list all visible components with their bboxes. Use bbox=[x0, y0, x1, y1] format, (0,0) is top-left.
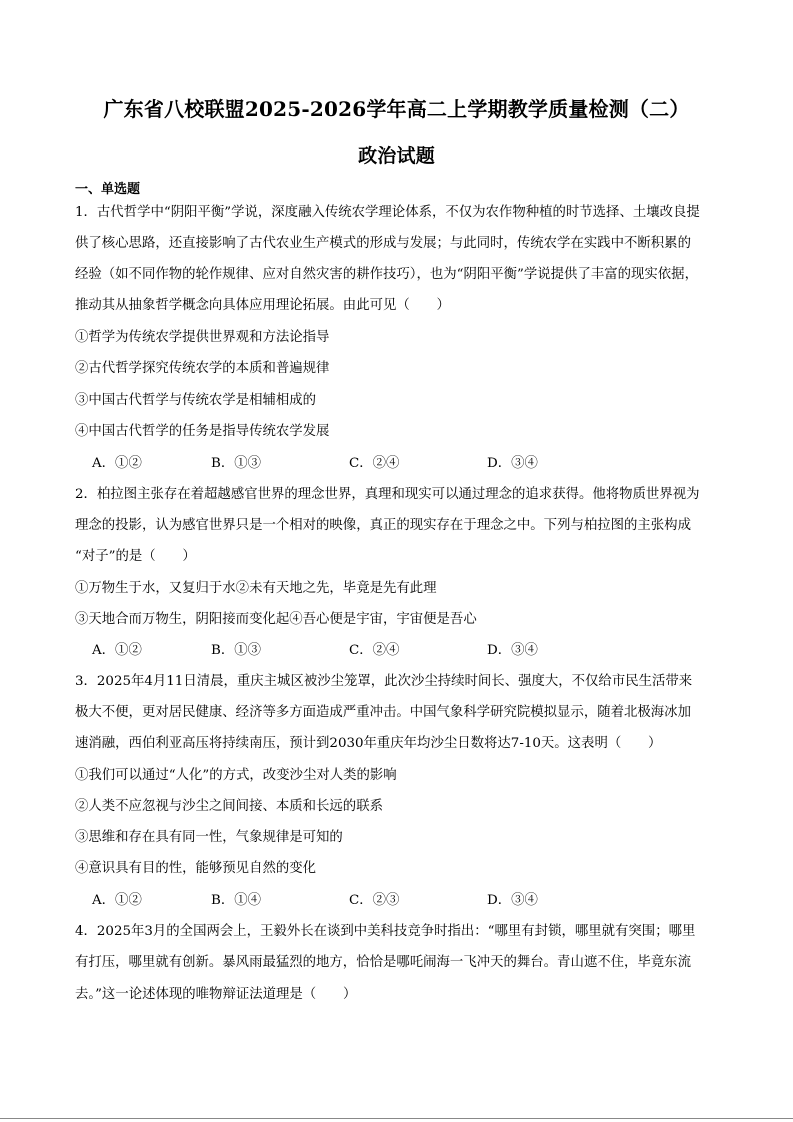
question-1-line: 经验（如不同作物的轮作规律、应对自然灾害的耕作技巧），也为“阴阳平衡”学说提供了丰富的现实依据， bbox=[75, 267, 698, 282]
question-2-line: 2．柏拉图主张存在着超越感官世界的理念世界，真理和现实可以通过理念的追求获得。他将物质世界视为 bbox=[75, 487, 700, 502]
question-1-line: 供了核心思路，还直接影响了古代农业生产模式的形成与发展；与此同时，传统农学在实践中不断积累的 bbox=[75, 236, 691, 251]
question-2-line: “对子”的是（ ） bbox=[75, 549, 196, 564]
option-d[interactable]: D．③④ bbox=[487, 456, 538, 471]
option-b[interactable]: B．①③ bbox=[211, 456, 262, 471]
option-d[interactable]: D．③④ bbox=[487, 643, 538, 658]
option-b[interactable]: B．①③ bbox=[211, 643, 262, 658]
page-bottom-divider bbox=[0, 1118, 793, 1119]
question-2-line: 理念的投影，认为感官世界只是一个相对的映像，真正的现实存在于理念之中。下列与柏拉图的主张构成 bbox=[75, 518, 691, 533]
option-c[interactable]: C．②④ bbox=[349, 456, 400, 471]
question-3-line: 速消融，西伯利亚高压将持续南压，预计到2030年重庆年均沙尘日数将达7-10天。这表明（ ） bbox=[75, 736, 662, 751]
question-4-line: 4．2025年3月的全国两会上，王毅外长在谈到中美科技竞争时指出：“哪里有封锁，哪里就有突围；哪里 bbox=[75, 924, 696, 939]
option-a[interactable]: A．①② bbox=[92, 456, 142, 471]
question-3-statement: ③思维和存在具有同一性，气象规律是可知的 bbox=[75, 830, 343, 845]
option-b[interactable]: B．①④ bbox=[211, 893, 262, 908]
question-1-line: 1．古代哲学中“阴阳平衡”学说，深度融入传统农学理论体系，不仅为农作物种植的时节选择、土壤改良提 bbox=[75, 205, 700, 220]
section-heading: 一、单选题 bbox=[75, 182, 141, 197]
question-3-statement: ②人类不应忽视与沙尘之间间接、本质和长远的联系 bbox=[75, 799, 383, 814]
question-3-line: 极大不便，更对居民健康、经济等多方面造成严重冲击。中国气象科学研究院模拟显示，随着北极海冰加 bbox=[75, 705, 691, 720]
option-a[interactable]: A．①② bbox=[92, 643, 142, 658]
option-d[interactable]: D．③④ bbox=[487, 893, 538, 908]
question-1-statement: ②古代哲学探究传统农学的本质和普遍规律 bbox=[75, 361, 330, 376]
question-1-line: 推动其从抽象哲学概念向具体应用理论拓展。由此可见（ ） bbox=[75, 298, 450, 313]
question-1-statement: ④中国古代哲学的任务是指导传统农学发展 bbox=[75, 424, 330, 439]
question-2-statement: ①万物生于水，又复归于水②未有天地之先，毕竟是先有此理 bbox=[75, 581, 437, 596]
question-3-statement: ①我们可以通过“人化”的方式，改变沙尘对人类的影响 bbox=[75, 768, 397, 783]
option-c[interactable]: C．②③ bbox=[349, 893, 400, 908]
question-2-statement: ③天地合而万物生，阴阳接而变化起④吾心便是宇宙，宇宙便是吾心 bbox=[75, 612, 477, 627]
question-4-line: 有打压，哪里就有创新。暴风雨最猛烈的地方，恰恰是哪吒闹海一飞冲天的舞台。青山遮不住，毕竟东流 bbox=[75, 955, 691, 970]
question-3-statement: ④意识具有目的性，能够预见自然的变化 bbox=[75, 861, 317, 876]
question-1-statement: ③中国古代哲学与传统农学是相辅相成的 bbox=[75, 393, 317, 408]
question-4-line: 去。”这一论述体现的唯物辩证法道理是（ ） bbox=[75, 987, 357, 1002]
option-a[interactable]: A．①② bbox=[92, 893, 142, 908]
exam-title: 广东省八校联盟2025-2026学年高二上学期教学质量检测（二） bbox=[103, 97, 690, 121]
question-1-statement: ①哲学为传统农学提供世界观和方法论指导 bbox=[75, 330, 330, 345]
option-c[interactable]: C．②④ bbox=[349, 643, 400, 658]
question-3-line: 3．2025年4月11日清晨，重庆主城区被沙尘笼罩，此次沙尘持续时间长、强度大，不仅给市民生活带来 bbox=[75, 674, 693, 689]
exam-subject: 政治试题 bbox=[358, 145, 435, 167]
